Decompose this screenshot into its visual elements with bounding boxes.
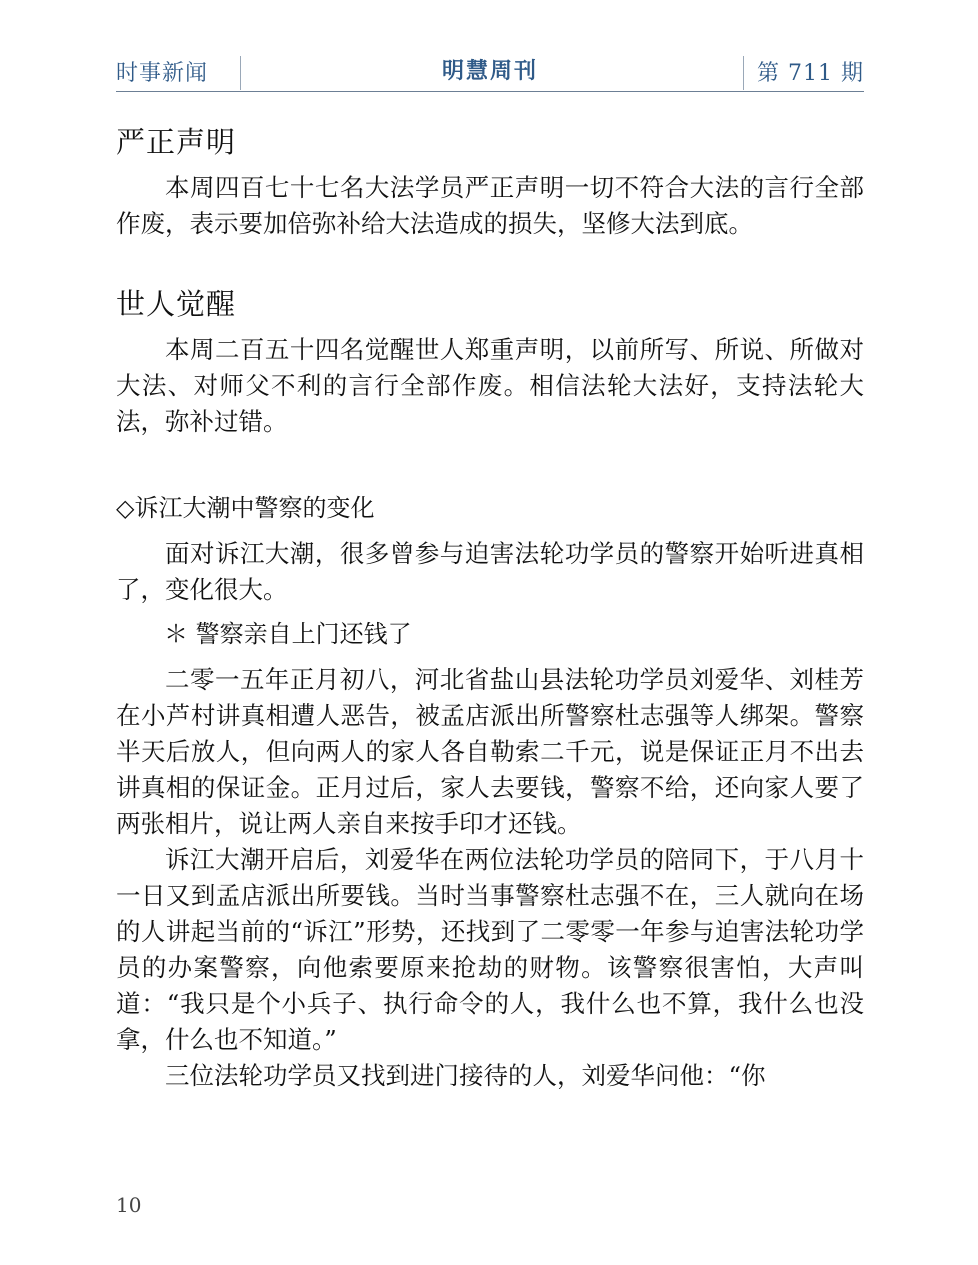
header-divider-right	[743, 56, 744, 90]
running-header	[116, 50, 864, 92]
subheading-return-money: ＊ 警察亲自上门还钱了	[164, 620, 412, 648]
article-body	[116, 122, 864, 1094]
body-paragraph: 二零一五年正月初八，河北省盐山县法轮功学员刘爱华、刘桂芳在小芦村讲真相遭人恶告，被孟店派出所警察杜志强等人绑架。警察半天后放人，但向两人的家人各自勒索二千元，说是保证正月不出去讲真相的保证金。正月过后，家人去要钱，警察不给，还向家人要了两张相片，说让两人亲自来按手印才还钱。	[116, 665, 864, 838]
statement-paragraph: 本周四百七十七名大法学员严正声明一切不符合大法的言行全部作废，表示要加倍弥补给大法造成的损失，坚修大法到底。	[116, 173, 864, 238]
issue-number: 第 711 期	[757, 61, 864, 86]
page-number: 10	[116, 1193, 142, 1217]
intro-paragraph: 面对诉江大潮，很多曾参与迫害法轮功学员的警察开始听进真相了，变化很大。	[116, 539, 864, 604]
section-name: 时事新闻	[116, 61, 209, 86]
body-paragraph: 三位法轮功学员又找到进门接待的人，刘爱华问他：“你	[165, 1061, 766, 1090]
body-paragraph: 诉江大潮开启后，刘爱华在两位法轮功学员的陪同下，于八月十一日又到孟店派出所要钱。当时当事警察杜志强不在，三人就向在场的人讲起当前的“诉江”形势，还找到了二零零一年参与迫害法轮功学员的办案警察，向他索要原来抢劫的财物。该警察很害怕，大声叫道：“我只是个小兵子、执行命令的人，我什么也不算，我什么也没拿，什么也不知道。”	[116, 845, 864, 1054]
section-heading-police-change: ◇诉江大潮中警察的变化	[116, 494, 375, 522]
header-rule	[116, 91, 864, 92]
section-heading-awakening: 世人觉醒	[116, 287, 237, 321]
awakening-paragraph: 本周二百五十四名觉醒世人郑重声明，以前所写、所说、所做对大法、对师父不利的言行全部作废。相信法轮大法好，支持法轮大法，弥补过错。	[116, 335, 864, 436]
publication-title: 明慧周刊	[441, 59, 538, 84]
section-heading-statement: 严正声明	[116, 125, 237, 159]
